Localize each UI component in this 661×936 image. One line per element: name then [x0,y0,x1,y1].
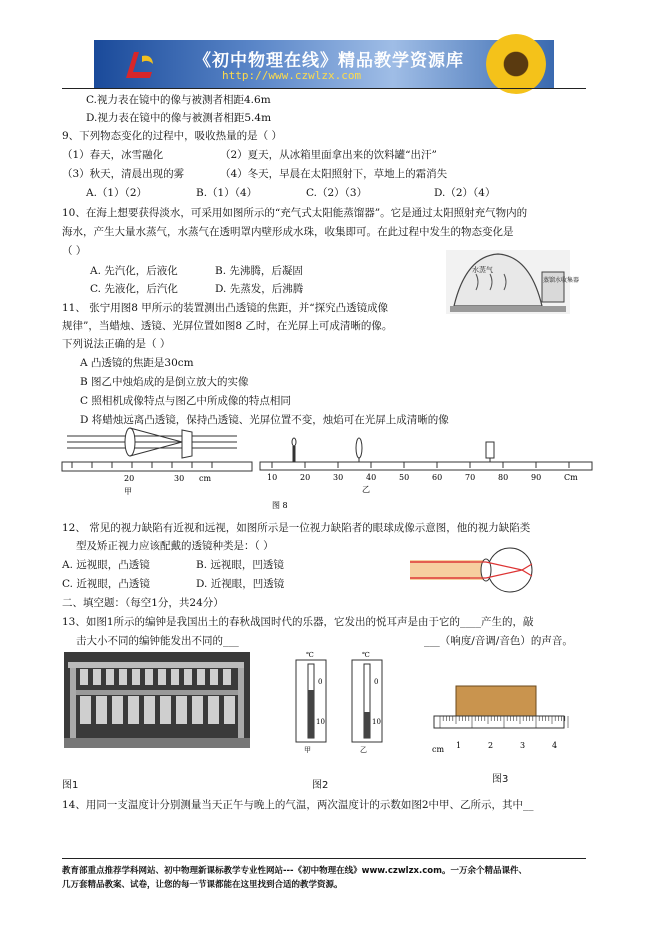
q12-option-b: B. 远视眼，凹透镜 [196,559,284,571]
figure-3-caption: 图3 [492,774,509,785]
ruler-unit: cm [432,745,445,754]
bell [119,669,127,685]
q12-option-c: C. 近视眼，凸透镜 [62,578,150,590]
q14-stem: 14、用同一支温度计分别测量当天正午与晚上的气温，两次温度计的示数如图2中甲、乙所示，其中__ [62,799,534,811]
yi-tick-label: 70 [465,473,476,482]
q11-stem-line2: 规律”，当蜡烛、透镜、光屏位置如图8 乙时，在光屏上可成清晰的像。 [62,320,393,332]
yi-tick-label: 60 [432,473,443,482]
q13-stem-line2a: 击大小不同的编钟能发出不同的___ [76,635,239,647]
figure-8-caption: 图 8 [272,501,288,510]
q9-item-1: （1）春天，冰雪融化 [62,149,164,161]
bell [96,696,107,724]
q10-option-a: A. 先汽化，后液化 [90,265,178,277]
section-2-heading: 二、填空题：（每空1分，共24分） [62,597,224,609]
yi-label: 乙 [362,485,370,494]
q12-stem-line1: 12、 常见的视力缺陷有近视和远视，如图所示是一位视力缺陷者的眼球成像示意图，他的视力缺陷类 [62,522,531,534]
q9-option-a: A.（1）（2） [86,187,148,199]
bell [160,696,171,724]
bell [93,669,101,685]
q12-stem-line2: 型及矫正视力应该配戴的透镜种类是：（ ） [76,540,274,552]
q10-stem-line3: （ ） [62,245,87,257]
bell [208,696,219,724]
vapor-label: 水蒸气 [472,266,493,274]
q11-stem-line3: 下列说法正确的是（ ） [62,338,171,350]
bell [128,696,139,724]
thermometer-yi [352,651,382,754]
yi-tick-label: 20 [300,473,311,482]
header-banner [94,40,554,88]
q10-option-d: D. 先蒸发，后沸腾 [215,283,304,295]
q10-option-c: C. 先液化，后汽化 [90,283,178,295]
collector-label: 蒸馏水收集器 [543,277,580,284]
q9-stem: 9、下列物态变化的过程中，吸收热量的是（ ） [62,130,283,142]
bell [145,669,153,685]
figure-2-caption: 图2 [312,780,329,791]
bell [112,696,123,724]
bell [197,669,205,685]
q8-option-d: D.视力表在镜中的像与被测者相距5.4m [86,112,272,124]
q12-option-a: A. 远视眼，凸透镜 [62,559,150,571]
bell [132,669,140,685]
footer-line-1: 教育部重点推荐学科网站、初中物理新课标教学专业性网站---《初中物理在线》www.czwlzx.com。一万余个精品课件、 [62,866,527,876]
bell [144,696,155,724]
q11-stem-line1: 11、 张宁用图8 甲所示的装置测出凸透镜的焦距，并“探究凸透镜成像 [62,302,389,314]
ruler-tick-3: 3 [520,741,526,750]
thermo-yi-label: 乙 [360,746,367,754]
solar-still-figure [446,250,580,314]
ruler-tick-1: 1 [456,741,462,750]
q9-item-3: （3）秋天，清晨出现的雾 [62,168,185,180]
q11-option-b: B 图乙中烛焰成的是倒立放大的实像 [80,376,249,388]
thermo-yi-unit: ℃ [362,651,370,659]
yi-tick-label: 80 [498,473,509,482]
q11-option-d: D 将蜡烛远离凸透镜，保持凸透镜、光屏位置不变，烛焰可在光屏上成清晰的像 [80,414,449,426]
thermo-yi-mark-0: 0 [374,678,379,686]
jia-tick-20: 20 [124,474,135,483]
figure-8-jia [62,428,252,496]
eye-diagram [410,546,570,596]
thermo-jia-mark-10: 10 [316,718,325,726]
bell [106,669,114,685]
bell [158,669,166,685]
header-divider [62,88,586,89]
q12-option-d: D. 近视眼，凹透镜 [196,578,285,590]
bell [171,669,179,685]
yi-tick-label: 30 [333,473,344,482]
thermo-jia-unit: ℃ [306,651,314,659]
banner-title: 《初中物理在线》精品教学资源库 [194,51,464,71]
figure-8 [62,428,592,512]
thermo-jia-mark-0: 0 [318,678,323,686]
q13-stem-line1: 13、如图1所示的编钟是我国出土的春秋战国时代的乐器，它发出的悦耳声是由于它的____产生的，敲 [62,616,534,628]
bell [210,669,218,685]
q8-option-c: C.视力表在镜中的像与被测者相距4.6m [86,94,271,106]
footer-divider [62,858,586,859]
bell [80,696,91,724]
bianzhong-photo [64,652,250,748]
bell [80,669,88,685]
q10-option-b: B. 先沸腾，后凝固 [215,265,303,277]
figure-8-yi [260,438,592,494]
bell [224,696,235,724]
ruler-tick-4: 4 [552,741,558,750]
q13-stem-line2b: ___（响度/音调/音色）的声音。 [424,635,573,647]
bell [223,669,231,685]
q9-option-c: C.（2）（3） [306,187,368,199]
jia-tick-unit: cm [199,474,212,483]
q10-stem-line1: 10、在海上想要获得淡水，可采用如图所示的“充气式太阳能蒸馏器”。它是通过太阳照射充气物内的 [62,207,528,219]
yi-tick-label: 50 [399,473,410,482]
q9-item-4: （4）冬天，早晨在太阳照射下，草地上的霜消失 [220,168,448,180]
bell [192,696,203,724]
footer-line-2: 几万套精品教案、试卷，让您的每一节课都能在这里找到合适的教学资源。 [62,880,343,890]
thermometer-jia [296,651,326,754]
thermo-yi-mark-10: 10 [372,718,381,726]
q11-option-a: A 凸透镜的焦距是30cm [80,357,194,369]
ruler-tick-2: 2 [488,741,494,750]
jia-tick-30: 30 [174,474,185,483]
jia-label: 甲 [124,487,132,496]
bell [184,669,192,685]
banner-url: http://www.czwlzx.com [222,69,362,82]
ruler-figure [430,684,570,756]
q10-stem-line2: 海水，产生大量水蒸气，水蒸气在透明罩内壁形成水珠，收集即可。在此过程中发生的物态变化是 [62,226,514,238]
yi-tick-label: Cm [564,473,578,482]
q9-option-b: B.（1）（4） [196,187,258,199]
yi-tick-label: 40 [366,473,377,482]
yi-tick-label: 10 [267,473,278,482]
q9-item-2: （2）夏天，从冰箱里面拿出来的饮料罐“出汗” [220,149,437,161]
q9-option-d: D.（2）（4） [434,187,496,199]
thermometers-figure [288,650,396,754]
thermo-jia-label: 甲 [304,746,311,754]
q11-option-c: C 照相机成像特点与图乙中所成像的特点相同 [80,395,291,407]
bell [176,696,187,724]
yi-tick-label: 90 [531,473,542,482]
site-logo-icon [122,48,156,82]
sunflower-decoration [486,34,546,94]
figure-1-caption: 图1 [62,780,79,791]
